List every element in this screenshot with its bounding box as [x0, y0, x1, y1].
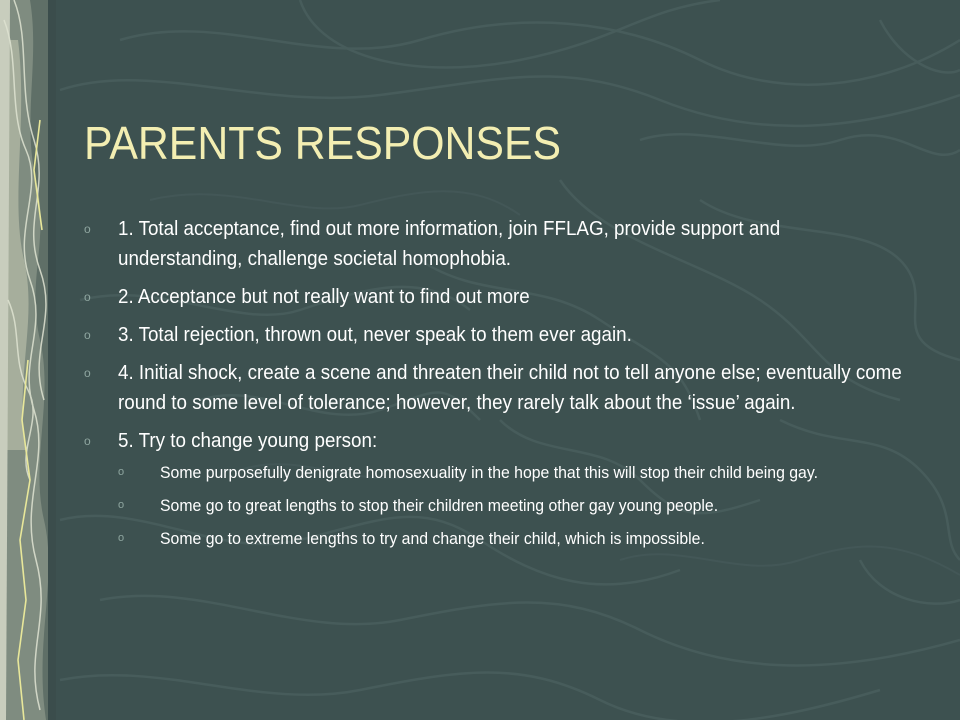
sub-bullet-marker: o	[118, 532, 125, 544]
sub-bullet-item-3	[118, 526, 874, 551]
sub-bullet-marker: o	[118, 499, 125, 511]
bullet-marker: o	[84, 366, 91, 380]
sub-bullet-item-1	[118, 460, 874, 485]
bullet-text: 1. Total acceptance, find out more information, join FFLAG, provide support and understanding, challenge societal homophobia.	[118, 218, 781, 270]
bullet-item-3	[84, 320, 874, 350]
sub-bullet-text: Some go to great lengths to stop their children meeting other gay young people.	[160, 496, 719, 515]
bullet-item-2	[84, 282, 874, 312]
decorative-map-strip	[0, 0, 56, 720]
bullet-marker: o	[84, 434, 91, 448]
sub-bullet-marker: o	[118, 466, 125, 478]
bullet-text: 5. Try to change young person:	[118, 430, 378, 452]
bullet-item-1	[84, 214, 874, 274]
sub-bullet-text: Some go to extreme lengths to try and change their child, which is impossible.	[160, 529, 705, 548]
bullet-marker: o	[84, 290, 91, 304]
bullet-text: 4. Initial shock, create a scene and threaten their child not to tell anyone else; eventually come round to some level of tolerance; however, they rarely talk about the ‘issue’ again.	[118, 362, 902, 414]
bullet-text: 2. Acceptance but not really want to find out more	[118, 286, 530, 308]
sub-bullet-item-2	[118, 493, 874, 518]
bullet-marker: o	[84, 328, 91, 342]
bullet-list	[84, 214, 902, 559]
slide-title: PARENTS RESPONSES	[84, 117, 562, 169]
sub-bullet-text: Some purposefully denigrate homosexuality in the hope that this will stop their child being gay.	[160, 463, 818, 482]
sub-bullet-list	[118, 460, 874, 551]
bullet-item-5	[84, 426, 874, 551]
bullet-text: 3. Total rejection, thrown out, never speak to them ever again.	[118, 324, 632, 346]
bullet-marker: o	[84, 222, 91, 236]
bullet-item-4	[84, 358, 902, 418]
